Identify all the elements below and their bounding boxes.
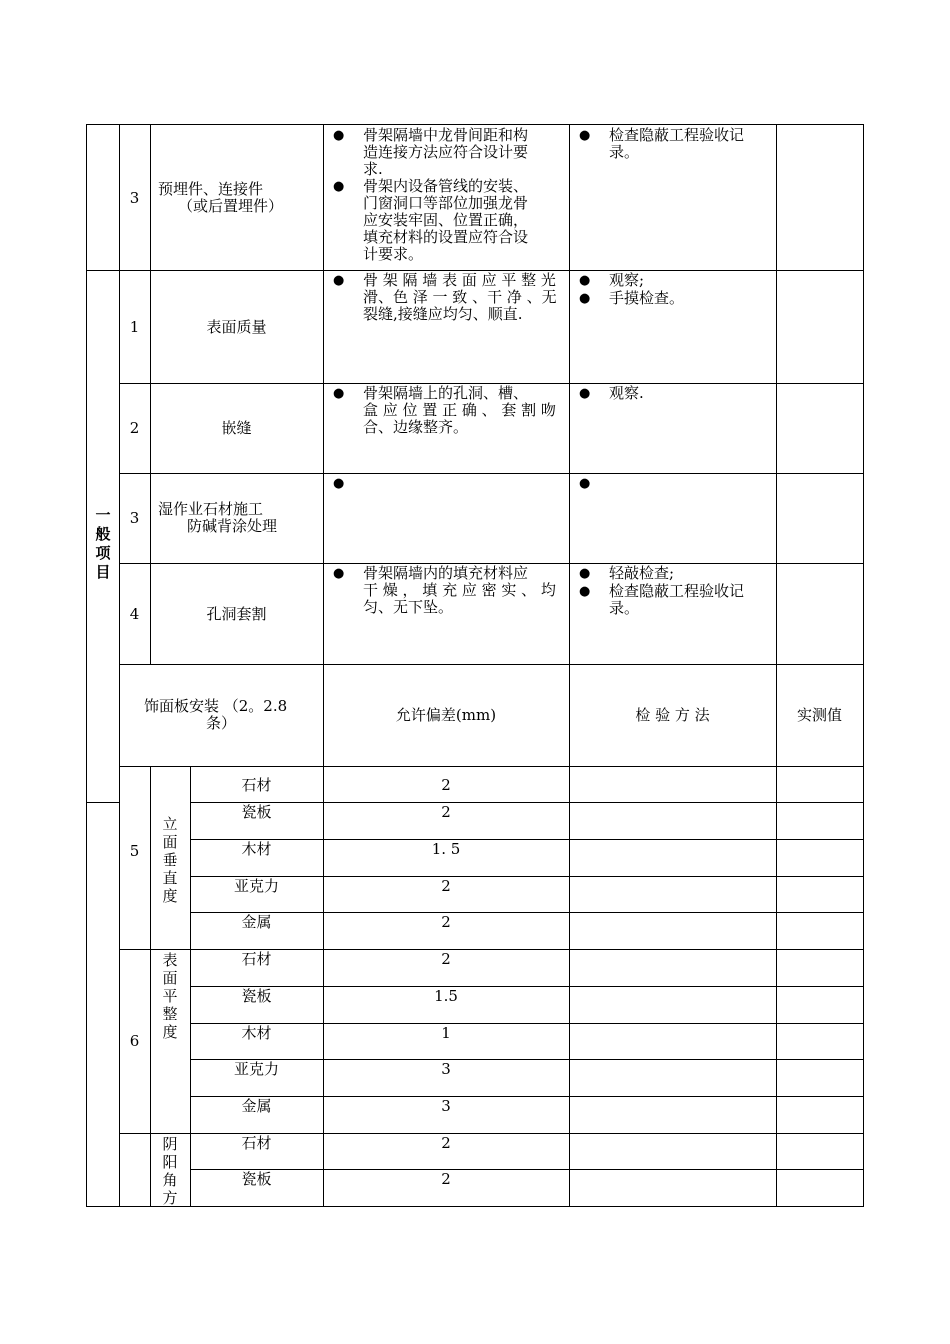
row-number: 3 (129, 509, 140, 527)
group-label-char: 垂 (162, 851, 178, 869)
standard-text: 骨架隔墙中龙骨间距和构 (363, 126, 529, 144)
item-name: 湿作业石材施工 (158, 500, 264, 518)
standard-bullet (333, 272, 565, 332)
tolerance-value: 2 (441, 1134, 451, 1152)
bullet-icon: ● (579, 291, 591, 306)
row-number: 4 (129, 605, 140, 623)
group-label-char: 面 (162, 969, 178, 987)
method-text: 轻敲检查; (609, 564, 675, 582)
material: 亚克力 (233, 877, 279, 895)
bullet-icon: ● (579, 128, 591, 143)
method-bullet (579, 583, 774, 619)
method-text: 录。 (609, 599, 640, 617)
standard-text: 裂缝,接缝应均匀、顺直. (363, 305, 523, 323)
row-number: 6 (129, 1032, 140, 1050)
tolerance-value: 2 (441, 950, 451, 968)
standard-text: 应安装牢固、位置正确， (363, 211, 529, 229)
method-bullet (579, 475, 599, 493)
item-name: 预埋件、连接件 (158, 180, 264, 198)
tolerance-value: 2 (441, 776, 451, 794)
standard-bullet (333, 178, 565, 268)
row-number: 5 (129, 842, 140, 860)
standard-text: 滑、色 泽 一 致 、干 净 、无 (363, 288, 557, 306)
method-bullet (579, 385, 774, 403)
group-label-char: 直 (162, 869, 178, 887)
method-text: 观察; (609, 271, 645, 289)
bullet-icon: ● (579, 566, 591, 581)
group-label-char: 度 (162, 1023, 178, 1041)
standard-bullet (333, 475, 353, 493)
standard-text: 骨架内设备管线的安装、 (363, 177, 529, 195)
material: 金属 (241, 1097, 272, 1115)
material: 石材 (241, 1134, 272, 1152)
standard-text: 干 燥 ， 填 充 应 密 实 、 均 (363, 581, 556, 599)
method-bullet (579, 272, 774, 290)
install-header: 饰面板安装 （2。2.8 (144, 697, 288, 715)
method-header: 检 验 方 法 (635, 706, 710, 724)
row-number: 2 (129, 419, 140, 437)
tolerance-value: 3 (441, 1097, 451, 1115)
method-text: 手摸检查。 (609, 289, 685, 307)
bullet-icon: ● (333, 386, 345, 401)
bullet-icon: ● (579, 273, 591, 288)
material: 亚克力 (233, 1060, 279, 1078)
material: 木材 (241, 1024, 272, 1042)
method-text: 观察. (609, 384, 644, 402)
bullet-icon: ● (333, 476, 345, 491)
bullet-icon: ● (579, 584, 591, 599)
bullet-icon: ● (333, 566, 345, 581)
tolerance-header: 允许偏差(mm) (395, 706, 497, 724)
group-label-char: 平 (162, 987, 178, 1005)
tolerance-value: 2 (441, 1170, 451, 1188)
method-text: 检查隐蔽工程验收记 (609, 126, 745, 144)
standard-text: 骨架隔墙上的孔洞、槽、 (363, 384, 529, 402)
tolerance-value: 1 (441, 1024, 451, 1042)
material: 石材 (241, 950, 272, 968)
item-name: 表面质量 (206, 318, 267, 336)
group-label-char: 面 (162, 833, 178, 851)
standard-text: 计要求。 (363, 245, 424, 263)
standard-text: 填充材料的设置应符合设 (363, 228, 529, 246)
measured-header: 实测值 (796, 706, 842, 724)
standard-text: 门窗洞口等部位加强龙骨 (363, 194, 529, 212)
group-label-char: 角 (162, 1171, 178, 1189)
standard-text: 骨架隔墙内的填充材料应 (363, 564, 529, 582)
row-number: 1 (129, 318, 140, 336)
method-text: 录。 (609, 143, 640, 161)
install-header-cont: 条） (206, 714, 237, 732)
method-bullet (579, 127, 774, 167)
standard-text: 盒 应 位 置 正 确 、 套 割 吻 (363, 401, 556, 419)
tolerance-value: 1.5 (434, 987, 458, 1005)
bullet-icon: ● (579, 386, 591, 401)
bullet-icon: ● (333, 179, 345, 194)
method-bullet (579, 290, 774, 308)
tolerance-value: 3 (441, 1060, 451, 1078)
standard-bullet (333, 385, 565, 445)
material: 瓷板 (241, 987, 272, 1005)
group-label-char: 度 (162, 887, 178, 905)
method-text: 检查隐蔽工程验收记 (609, 582, 745, 600)
group-label-char: 整 (162, 1005, 178, 1023)
row-number: 3 (129, 189, 140, 207)
item-name-cont: 防碱背涂处理 (187, 517, 278, 535)
standard-text: 求. (363, 160, 383, 178)
group-label-char: 阳 (162, 1153, 178, 1171)
tolerance-value: 2 (441, 803, 451, 821)
material: 石材 (241, 776, 272, 794)
tolerance-value: 1. 5 (431, 840, 461, 858)
group-label-char: 阴 (162, 1135, 178, 1153)
method-bullet (579, 565, 774, 583)
group-label-char: 表 (162, 951, 178, 969)
item-name: 孔洞套割 (206, 605, 267, 623)
bullet-icon: ● (333, 128, 345, 143)
item-name-cont: （或后置埋件） (178, 197, 284, 215)
standard-text: 合、边缘整齐。 (363, 418, 469, 436)
material: 瓷板 (241, 1170, 272, 1188)
bullet-icon: ● (333, 273, 345, 288)
standard-text: 造连接方法应符合设计要 (363, 143, 529, 161)
standard-text: 匀、无下坠。 (363, 598, 454, 616)
tolerance-value: 2 (441, 913, 451, 931)
material: 瓷板 (241, 803, 272, 821)
tolerance-value: 2 (441, 877, 451, 895)
item-name: 嵌缝 (221, 419, 252, 437)
bullet-icon: ● (579, 476, 591, 491)
group-label-char: 立 (162, 815, 178, 833)
standard-bullet (333, 565, 565, 625)
material: 金属 (241, 913, 272, 931)
material: 木材 (241, 840, 272, 858)
group-label-char: 方 (162, 1189, 178, 1207)
standard-text: 骨 架 隔 墙 表 面 应 平 整 光 (363, 271, 556, 289)
